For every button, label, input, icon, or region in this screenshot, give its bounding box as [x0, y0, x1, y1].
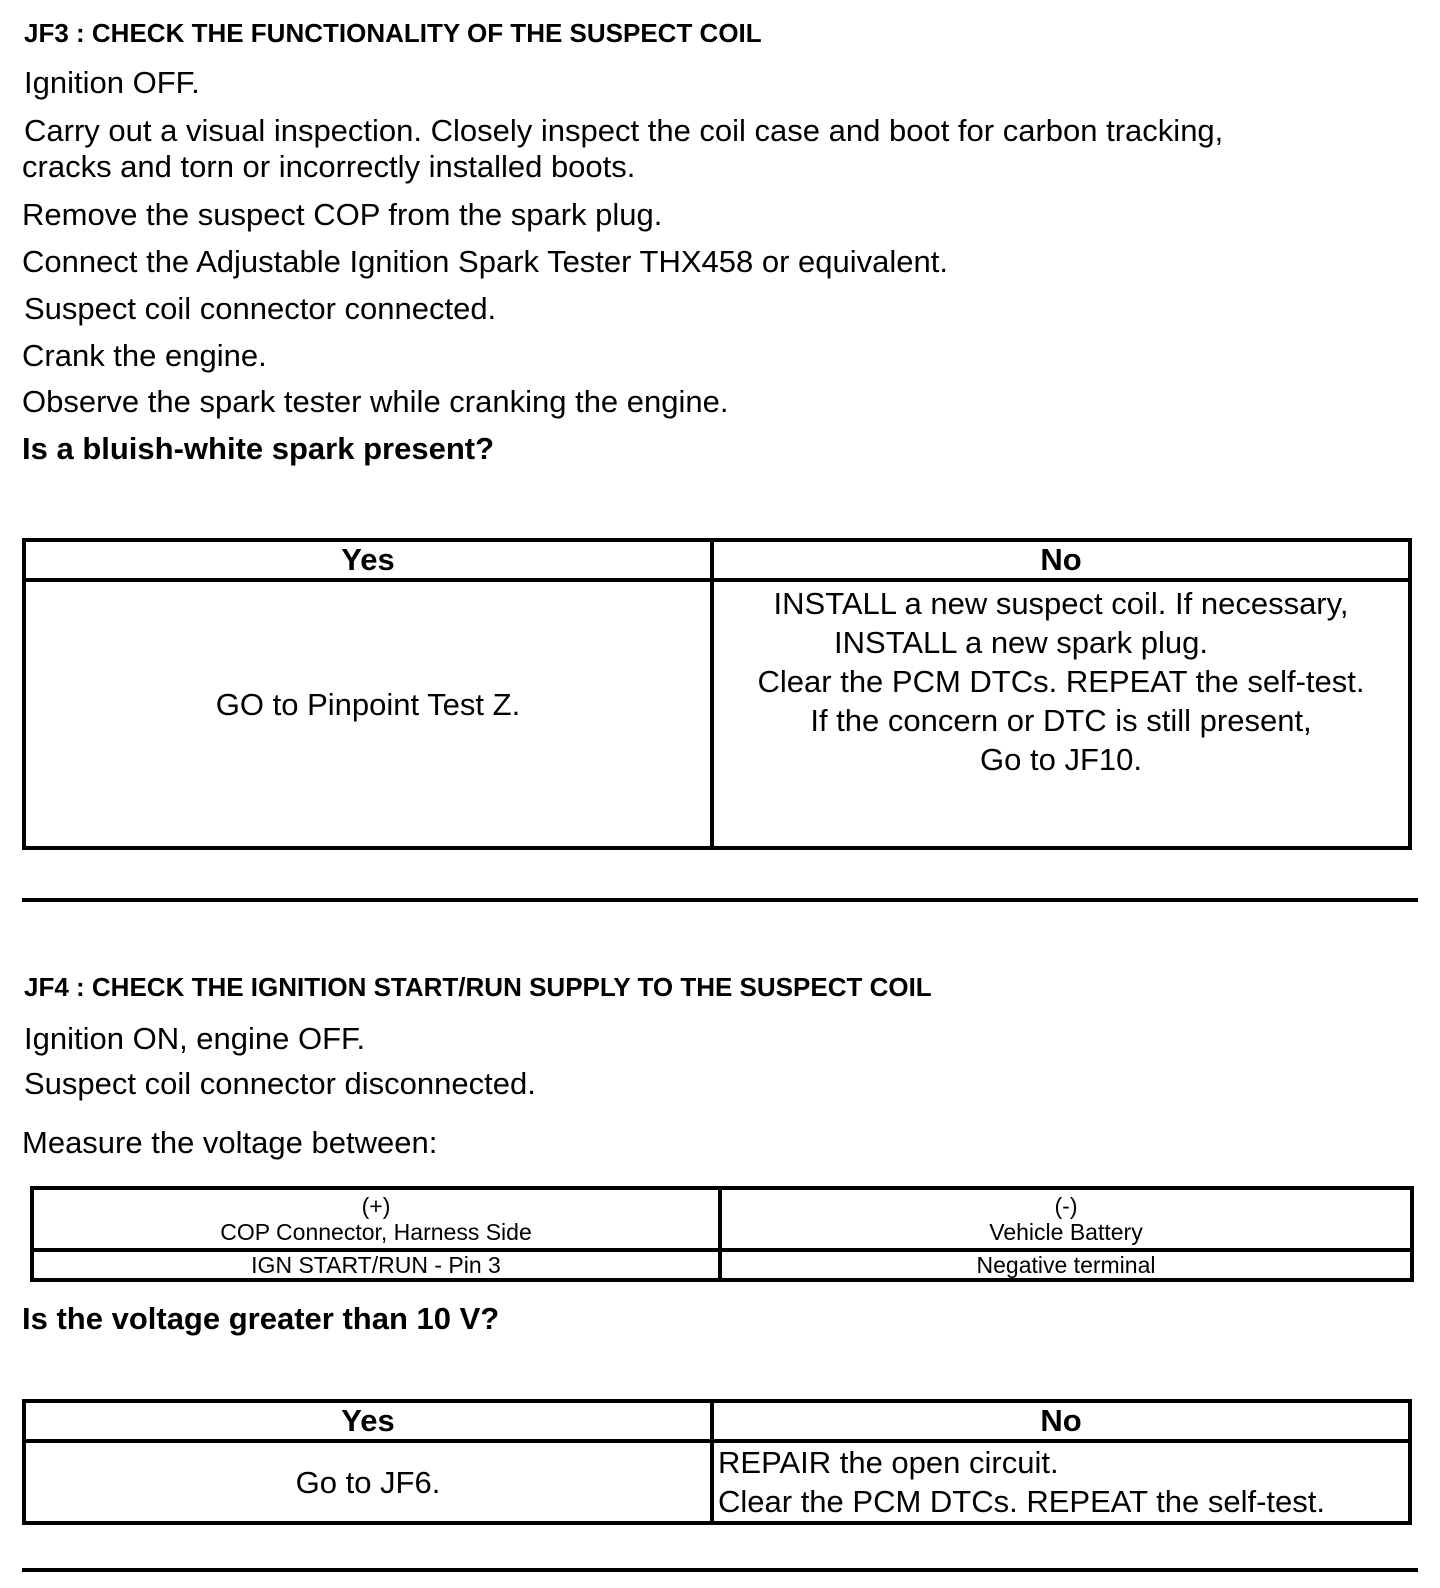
jf3-yes-header: Yes: [24, 540, 712, 580]
jf4-yes-text: Go to JF6.: [295, 1464, 441, 1500]
jf4-yes-action: [24, 1441, 712, 1523]
jf3-step-2: Carry out a visual inspection. Closely inspect the coil case and boot for carbon tracking,: [24, 113, 1224, 148]
jf3-no-line-2: INSTALL a new spark plug.: [834, 625, 1208, 660]
jf4-no-action: [712, 1441, 1410, 1523]
jf4-minus-column-header: [720, 1188, 1412, 1250]
jf3-no-line-5: Go to JF10.: [980, 742, 1142, 777]
jf3-question: Is a bluish-white spark present?: [22, 431, 495, 466]
jf4-step-3: Measure the voltage between:: [22, 1125, 438, 1160]
jf3-step-3: Remove the suspect COP from the spark plug.: [22, 197, 663, 232]
jf3-heading: JF3 : CHECK THE FUNCTIONALITY OF THE SUSPECT COIL: [24, 18, 762, 48]
jf4-yes-header: Yes: [24, 1401, 712, 1441]
jf3-step-2-continued: cracks and torn or incorrectly installed boots.: [22, 149, 636, 184]
jf3-step-4: Connect the Adjustable Ignition Spark Tester THX458 or equivalent.: [22, 244, 948, 279]
jf4-step-1: Ignition ON, engine OFF.: [24, 1021, 366, 1056]
jf3-yes-action: [24, 580, 712, 848]
jf3-step-7: Observe the spark tester while cranking the engine.: [22, 384, 729, 419]
jf3-step-6: Crank the engine.: [22, 338, 267, 373]
jf4-minus-symbol: (-): [1054, 1193, 1078, 1219]
jf4-decision-table: [22, 1399, 1412, 1525]
section-divider-1: [22, 898, 1418, 902]
jf4-plus-value: IGN START/RUN - Pin 3: [32, 1250, 720, 1280]
jf3-no-header: No: [712, 540, 1410, 580]
jf4-step-2: Suspect coil connector disconnected.: [24, 1066, 536, 1101]
jf3-no-action: [712, 580, 1410, 848]
jf4-minus-value: Negative terminal: [720, 1250, 1412, 1280]
section-divider-2: [22, 1568, 1418, 1572]
jf3-step-5: Suspect coil connector connected.: [24, 291, 497, 326]
jf3-no-line-3: Clear the PCM DTCs. REPEAT the self-test.: [757, 664, 1365, 699]
jf3-yes-text: GO to Pinpoint Test Z.: [215, 686, 521, 722]
jf4-plus-column-header: [32, 1188, 720, 1250]
jf4-plus-label: COP Connector, Harness Side: [220, 1219, 532, 1245]
jf3-decision-table: [22, 538, 1412, 850]
jf4-no-line-2: Clear the PCM DTCs. REPEAT the self-test.: [718, 1484, 1325, 1519]
jf4-question: Is the voltage greater than 10 V?: [22, 1301, 500, 1336]
jf3-no-line-4: If the concern or DTC is still present,: [810, 703, 1312, 738]
jf3-no-line-1: INSTALL a new suspect coil. If necessary,: [773, 586, 1349, 621]
jf4-heading: JF4 : CHECK THE IGNITION START/RUN SUPPLY TO THE SUSPECT COIL: [24, 972, 932, 1002]
jf3-step-1: Ignition OFF.: [24, 65, 200, 100]
jf4-measurement-table: [30, 1186, 1414, 1282]
jf4-minus-label: Vehicle Battery: [989, 1219, 1143, 1245]
jf4-no-line-1: REPAIR the open circuit.: [718, 1445, 1059, 1480]
jf4-plus-symbol: (+): [361, 1193, 391, 1219]
jf4-no-header: No: [712, 1401, 1410, 1441]
